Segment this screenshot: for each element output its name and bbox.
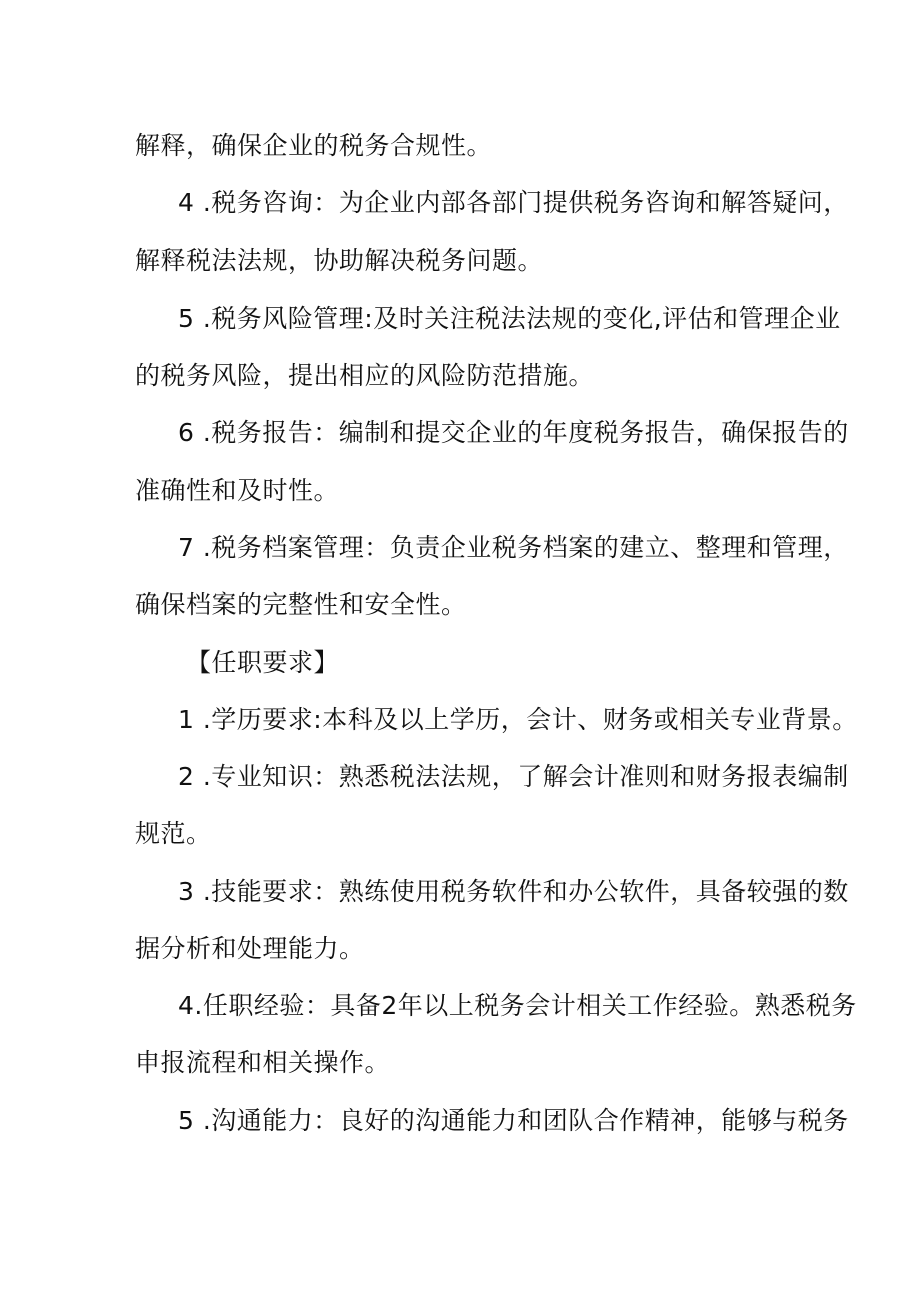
- text-line: 解释，确保企业的税务合规性。: [135, 131, 493, 160]
- text-line: 1 .学历要求:本科及以上学历，会计、财务或相关专业背景。: [178, 705, 858, 734]
- text-line: 2 .专业知识：熟悉税法法规，了解会计准则和财务报表编制: [178, 762, 849, 791]
- text-line: 确保档案的完整性和安全性。: [135, 590, 467, 619]
- text-line: 规范。: [135, 819, 212, 848]
- text-line: 解释税法法规，协助解决税务问题。: [135, 246, 544, 275]
- section-heading: 【任职要求】: [186, 648, 340, 677]
- text-line: 3 .技能要求：熟练使用税务软件和办公软件，具备较强的数: [178, 877, 849, 906]
- text-line: 申报流程和相关操作。: [135, 1048, 391, 1077]
- text-line: 5 .税务风险管理:及时关注税法法规的变化,评估和管理企业: [178, 304, 841, 333]
- text-line: 4 .税务咨询：为企业内部各部门提供税务咨询和解答疑问，: [178, 188, 849, 217]
- text-line: 准确性和及时性。: [135, 476, 340, 505]
- text-line: 的税务风险，提出相应的风险防范措施。: [135, 361, 595, 390]
- text-line: 6 .税务报告：编制和提交企业的年度税务报告，确保报告的: [178, 418, 849, 447]
- text-line: 据分析和处理能力。: [135, 934, 365, 963]
- text-line: 4.任职经验：具备2年以上税务会计相关工作经验。熟悉税务: [178, 991, 857, 1020]
- text-line: 5 .沟通能力：良好的沟通能力和团队合作精神，能够与税务: [178, 1106, 849, 1135]
- text-line: 7 .税务档案管理：负责企业税务档案的建立、整理和管理，: [178, 533, 849, 562]
